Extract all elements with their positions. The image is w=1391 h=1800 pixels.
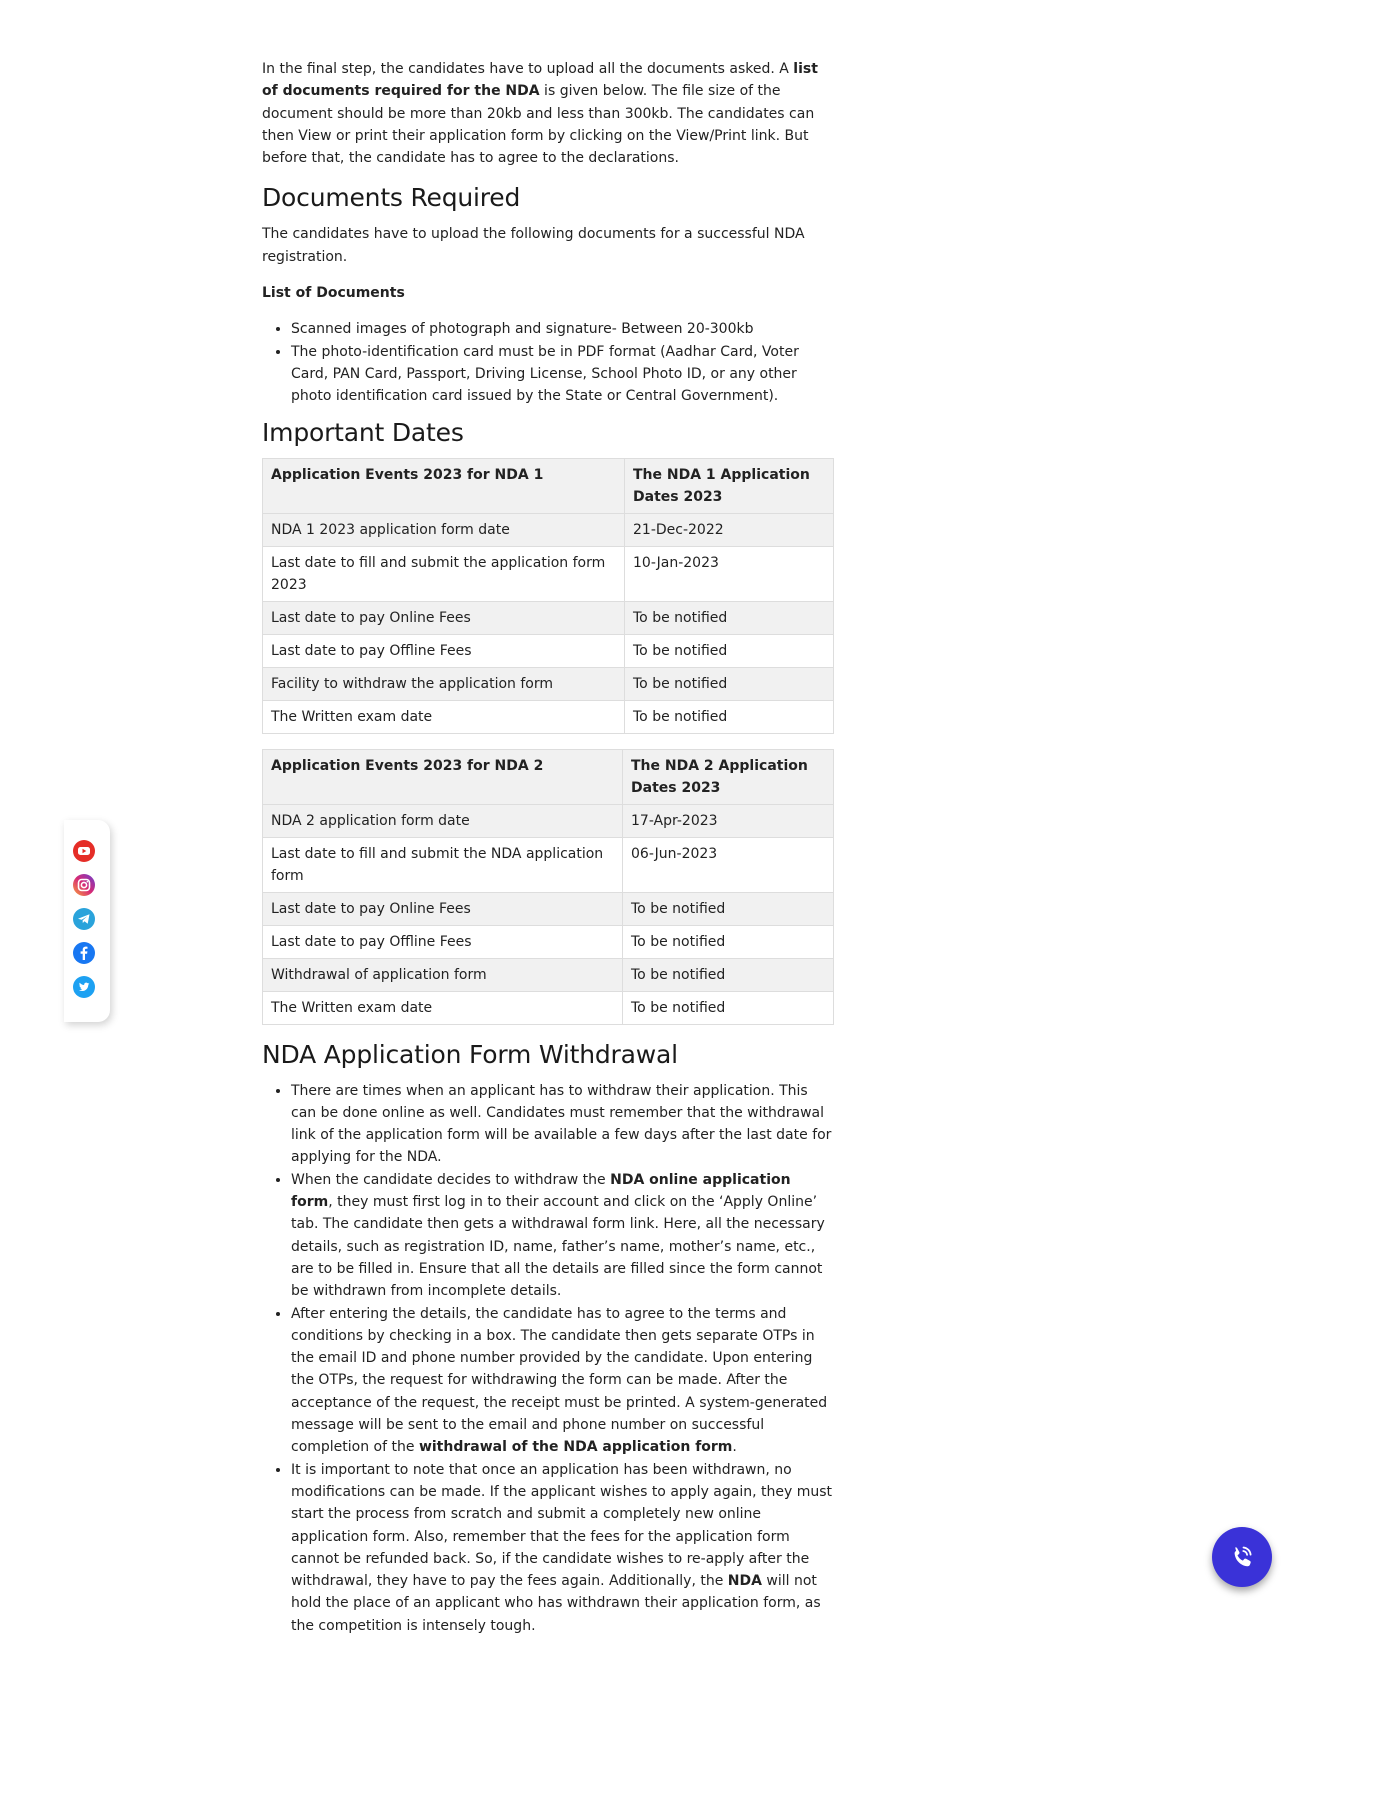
withdrawal-list xyxy=(262,1080,834,1637)
documents-paragraph: The candidates have to upload the following documents for a successful NDA registration. xyxy=(262,226,805,265)
table-row xyxy=(263,667,834,700)
intro-paragraph: In the final step, the candidates have to upload all the documents asked. A list of documents required for the NDA is given below. The file size of the document should be more than 20kb and less than 300kb. The candidates can then View or print their application form by clicking on the View/Print link. But before that, the candidate has to agree to the declarations. xyxy=(262,61,818,167)
table-header-row xyxy=(263,458,834,513)
facebook-icon[interactable] xyxy=(73,942,95,964)
documents-list-title: List of Documents xyxy=(262,285,405,302)
table-row xyxy=(263,601,834,634)
table-cell: To be notified xyxy=(623,958,834,991)
nda1-dates-table xyxy=(262,458,834,734)
call-button[interactable] xyxy=(1212,1527,1272,1587)
table-row xyxy=(263,700,834,733)
list-item: • There are times when an applicant has to withdraw their application. This can be done online as well. Candidates must remember that the withdrawal link of the application form will be available a few days after the last date for applying for the NDA. xyxy=(291,1080,834,1169)
table-row xyxy=(263,546,834,601)
list-item: • After entering the details, the candidate has to agree to the terms and conditions by checking in a box. The candidate then gets separate OTPs in the email ID and phone number provided by the candidate. Upon entering the OTPs, the request for withdrawing the form can be made. After the acceptance of the request, the receipt must be printed. A system-generated message will be sent to the email and phone number on successful completion of the withdrawal of the NDA application form. xyxy=(291,1303,834,1459)
table-row xyxy=(263,634,834,667)
table-row xyxy=(263,991,834,1024)
article-content xyxy=(262,58,834,1647)
table-cell: 17-Apr-2023 xyxy=(623,804,834,837)
table-row xyxy=(263,958,834,991)
table-row xyxy=(263,925,834,958)
table-cell: Last date to fill and submit the application form 2023 xyxy=(263,546,625,601)
table-cell: Last date to pay Online Fees xyxy=(263,601,625,634)
table-header-cell: Application Events 2023 for NDA 1 xyxy=(263,458,625,513)
twitter-icon[interactable] xyxy=(73,976,95,998)
nda2-dates-table xyxy=(262,749,834,1025)
withdrawal-heading: NDA Application Form Withdrawal xyxy=(262,1039,678,1069)
list-item: • Scanned images of photograph and signature- Between 20-300kb xyxy=(291,318,834,340)
table-cell: To be notified xyxy=(625,634,834,667)
phone-icon xyxy=(1225,1540,1259,1574)
instagram-icon[interactable] xyxy=(73,874,95,896)
table-row xyxy=(263,804,834,837)
table-row xyxy=(263,513,834,546)
table-cell: The Written exam date xyxy=(263,700,625,733)
table-row xyxy=(263,837,834,892)
table-cell: 06-Jun-2023 xyxy=(623,837,834,892)
table-cell: To be notified xyxy=(625,601,834,634)
documents-list xyxy=(262,318,834,407)
table-cell: To be notified xyxy=(623,925,834,958)
table-cell: The Written exam date xyxy=(263,991,623,1024)
telegram-icon[interactable] xyxy=(73,908,95,930)
table-cell: Last date to pay Online Fees xyxy=(263,892,623,925)
list-item: • It is important to note that once an application has been withdrawn, no modifications can be made. If the applicant wishes to apply again, they must start the process from scratch and submit a completely new online application form. Also, remember that the fees for the application form cannot be refunded back. So, if the candidate wishes to re-apply after the withdrawal, they have to pay the fees again. Additionally, the NDA will not hold the place of an applicant who has withdrawn their application form, as the competition is intensely tough. xyxy=(291,1459,834,1637)
table-cell: 10-Jan-2023 xyxy=(625,546,834,601)
table-cell: Last date to pay Offline Fees xyxy=(263,925,623,958)
table-header-row xyxy=(263,749,834,804)
table-cell: Facility to withdraw the application form xyxy=(263,667,625,700)
nda-link: NDA xyxy=(727,1573,762,1590)
list-item: • The photo-identification card must be in PDF format (Aadhar Card, Voter Card, PAN Card, Passport, Driving License, School Photo ID, or any other photo identification card issued by the State or Central Government). xyxy=(291,341,834,408)
table-cell: To be notified xyxy=(623,991,834,1024)
documents-list-link: list of documents required for the NDA xyxy=(262,61,818,100)
table-cell: Last date to fill and submit the NDA application form xyxy=(263,837,623,892)
table-cell: To be notified xyxy=(623,892,834,925)
withdrawal-form-link: withdrawal of the NDA application form xyxy=(418,1439,733,1456)
table-cell: Withdrawal of application form xyxy=(263,958,623,991)
nda-online-form-link: NDA online application form xyxy=(291,1171,791,1211)
list-item: • When the candidate decides to withdraw the NDA online application form, they must first log in to their account and click on the ‘Apply Online’ tab. The candidate then gets a withdrawal form link. Here, all the necessary details, such as registration ID, name, father’s name, mother’s name, etc., are to be filled in. Ensure that all the details are filled since the form cannot be withdrawn from incomplete details. xyxy=(291,1169,834,1303)
table-cell: NDA 1 2023 application form date xyxy=(263,513,625,546)
important-dates-heading: Important Dates xyxy=(262,417,464,447)
table-header-cell: The NDA 1 Application Dates 2023 xyxy=(625,458,834,513)
table-cell: 21-Dec-2022 xyxy=(625,513,834,546)
social-share-bar xyxy=(64,820,110,1022)
table-row xyxy=(263,892,834,925)
table-cell: To be notified xyxy=(625,667,834,700)
table-header-cell: The NDA 2 Application Dates 2023 xyxy=(623,749,834,804)
table-cell: To be notified xyxy=(625,700,834,733)
youtube-icon[interactable] xyxy=(73,840,95,862)
table-cell: NDA 2 application form date xyxy=(263,804,623,837)
table-header-cell: Application Events 2023 for NDA 2 xyxy=(263,749,623,804)
table-cell: Last date to pay Offline Fees xyxy=(263,634,625,667)
documents-heading: Documents Required xyxy=(262,183,521,213)
